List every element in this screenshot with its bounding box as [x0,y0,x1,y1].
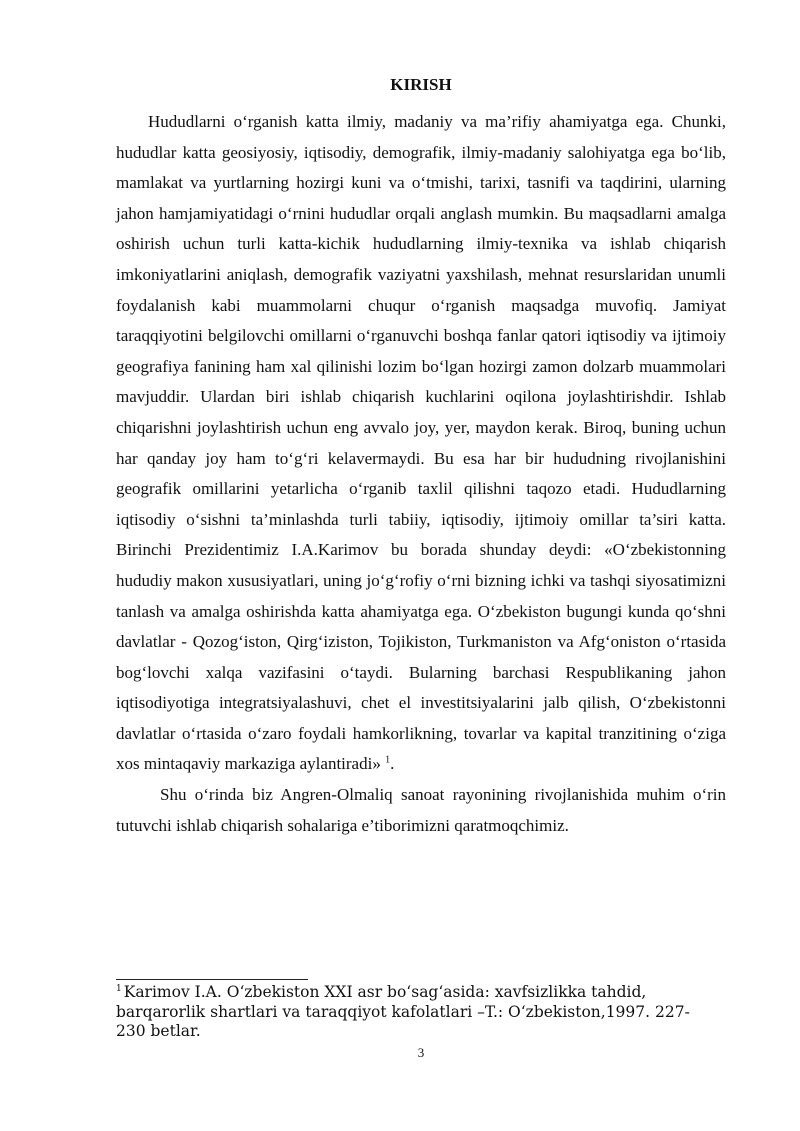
paragraph-focus: Shu o‘rinda biz Angren-Olmaliq sanoat rayonining rivojlanishida muhim o‘rin tutuvchi ishlab chiqarish sohalariga e’tiborimizni qaratmoqchimiz. [116,785,726,835]
body-text [116,107,726,841]
footnote-text: Karimov I.A. O‘zbekiston XXI asr bo‘sag‘asida: xavfsizlikka tahdid, barqarorlik shartlari va taraqqiyot kafolatlari –T.: O‘zbekiston,1997. 227-230 betlar. [116,983,690,1040]
paragraph-intro-end: . [390,754,395,774]
footnote [116,983,696,1042]
footnote-mark: 1 [116,983,122,994]
paragraph-intro-text: Hududlarni o‘rganish katta ilmiy, madaniy va ma’rifiy ahamiyatga ega. Chunki, hududlar katta geosiyosiy, iqtisodiy, demografik, ilmiy-madaniy salohiyatga ega bo‘lib, mamlakat va yurtlarning hozirgi kuni va o‘tmishi, tarixi, tasnifi va taqdirini, ularning jahon hamjamiyatidagi o‘rnini hududlar orqali anglash mumkin. Bu maqsadlarni amalga oshirish uchun turli katta-kichik hududlarning ilmiy-texnika va ishlab chiqarish imkoniyatlarini aniqlash, demografik vaziyatni yaxshilash, mehnat resurslaridan unumli foydalanish kabi muammolarni chuqur o‘rganish maqsadga muvofiq. Jamiyat taraqqiyotini belgilovchi omillarni o‘rganuvchi boshqa fanlar qatori iqtisodiy va ijtimoiy geografiya fanining ham xal qilinishi lozim bo‘lgan hozirgi zamon dolzarb muammolari mavjuddir. Ulardan biri ishlab chiqarish kuchlarini oqilona joylashtirishdir. Ishlab chiqarishni joylashtirish uchun eng avvalo joy, yer, maydon kerak. Biroq, buning uchun har qanday joy ham to‘g‘ri kelavermaydi. Bu esa har bir hududning rivojlanishini geografik omillarini yetarlicha o‘rganib taxlil qilishni taqozo etadi. Hududlarning iqtisodiy o‘sishni ta’minlashda turli tabiiy, iqtisodiy, ijtimoiy omillar ta’siri katta. Birinchi Prezidentimiz I.A.Karimov bu borada shunday deydi: «O‘zbekistonning hududiy makon xususiyatlari, uning jo‘g‘rofiy o‘rni bizning ichki va tashqi siyosatimizni tanlash va amalga oshirishda katta ahamiyatga ega. O‘zbekiston bugungi kunda qo‘shni davlatlar - Qozog‘iston, Qirg‘iziston, Tojikiston, Turkmaniston va Afg‘oniston o‘rtasida bog‘lovchi xalqa vazifasini o‘taydi. Bularning barchasi Respublikaning jahon iqtisodiyotiga integratsiyalashuvi, chet el investitsiyalarini jalb qilish, O‘zbekistonni davlatlar o‘rtasida o‘zaro foydali hamkorlikning, tovarlar va kapital tranzitining o‘ziga xos mintaqaviy markaziga aylantiradi» [116,112,726,774]
page-number: 3 [417,1045,425,1060]
footnote-reference[interactable]: 1 [385,754,391,766]
footnote-separator [116,979,308,980]
page-title: KIRISH [390,75,452,94]
paragraph-intro [116,107,726,780]
